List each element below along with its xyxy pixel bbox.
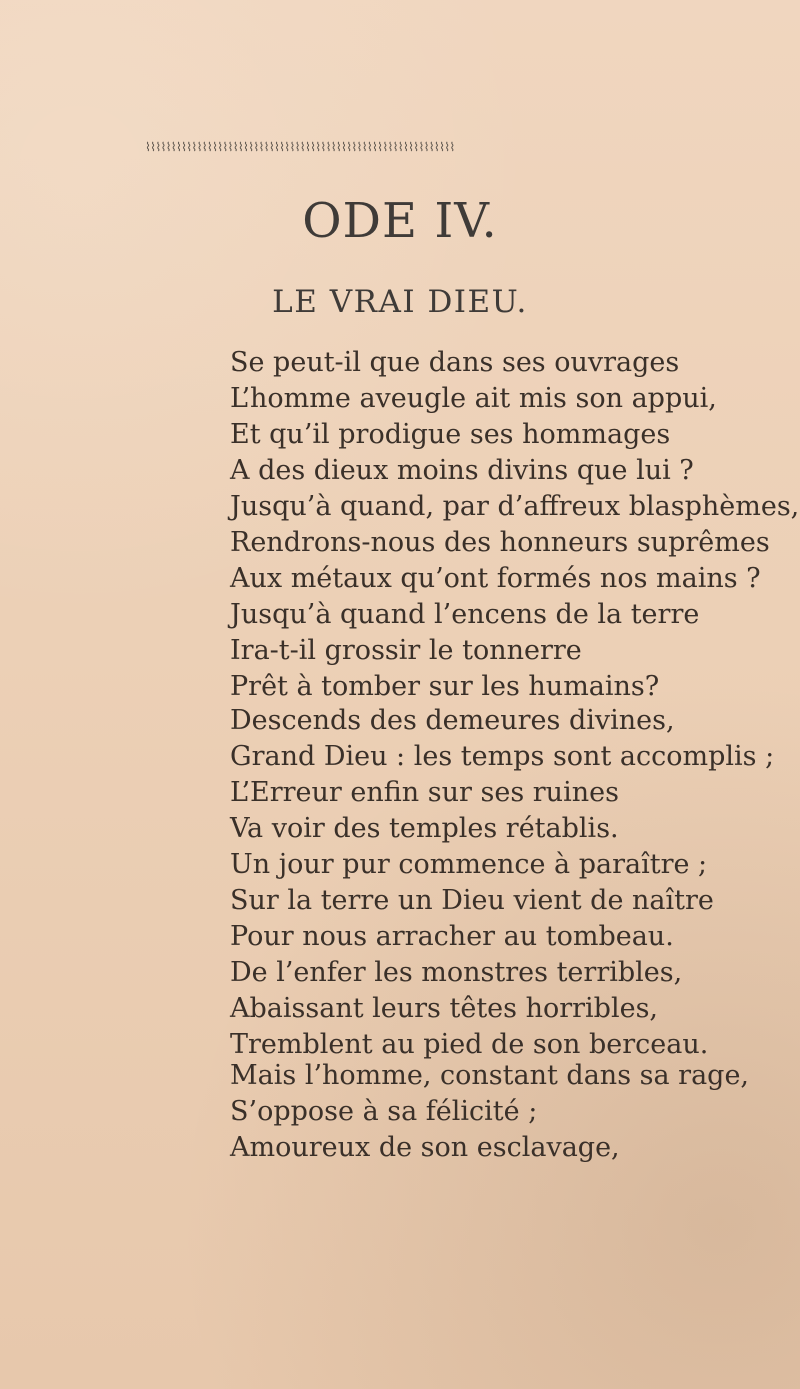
verse-line: S’oppose à sa félicité ; [230, 1096, 538, 1127]
verse-line: Aux métaux qu’ont formés nos mains ? [230, 563, 761, 594]
decorative-rule: ⌇⌇⌇⌇⌇⌇⌇⌇⌇⌇⌇⌇⌇⌇⌇⌇⌇⌇⌇⌇⌇⌇⌇⌇⌇⌇⌇⌇⌇⌇⌇⌇⌇⌇⌇⌇⌇⌇⌇⌇⌇⌇⌇⌇⌇⌇⌇⌇⌇⌇⌇⌇⌇⌇⌇⌇⌇⌇⌇⌇ [145, 140, 455, 154]
verse-line: L’Erreur enfin sur ses ruines [230, 777, 619, 808]
verse-line: Rendrons-nous des honneurs suprêmes [230, 527, 770, 558]
verse-line: Descends des demeures divines, [230, 705, 675, 736]
verse-line: Un jour pur commence à paraître ; [230, 849, 708, 880]
verse-line: A des dieux moins divins que lui ? [230, 455, 694, 486]
verse-line: Jusqu’à quand, par d’affreux blasphèmes, [230, 491, 800, 522]
verse-line: Jusqu’à quand l’encens de la terre [230, 599, 700, 630]
verse-line: L’homme aveugle ait mis son appui, [230, 383, 717, 414]
verse-line: Grand Dieu : les temps sont accomplis ; [230, 741, 775, 772]
stanza-3 [230, 1058, 750, 1166]
verse-line: Amoureux de son esclavage, [230, 1132, 620, 1163]
verse-line: Tremblent au pied de son berceau. [230, 1029, 709, 1060]
verse-line: De l’enfer les monstres terribles, [230, 957, 683, 988]
poem-subtitle: LE VRAI DIEU. [272, 284, 528, 320]
verse-line: Mais l’homme, constant dans sa rage, [230, 1060, 750, 1091]
verse-line: Et qu’il prodigue ses hommages [230, 419, 671, 450]
stanza-1 [230, 345, 800, 705]
verse-line: Se peut-il que dans ses ouvrages [230, 347, 680, 378]
verse-line: Sur la terre un Dieu vient de naître [230, 885, 714, 916]
stanza-2 [230, 703, 775, 1063]
verse-line: Pour nous arracher au tombeau. [230, 921, 674, 952]
page-title: ODE IV. [302, 193, 498, 249]
verse-line: Va voir des temples rétablis. [230, 813, 619, 844]
verse-line: Abaissant leurs têtes horribles, [230, 993, 659, 1024]
verse-line: Prêt à tomber sur les humains? [230, 671, 660, 702]
verse-line: Ira-t-il grossir le tonnerre [230, 635, 582, 666]
